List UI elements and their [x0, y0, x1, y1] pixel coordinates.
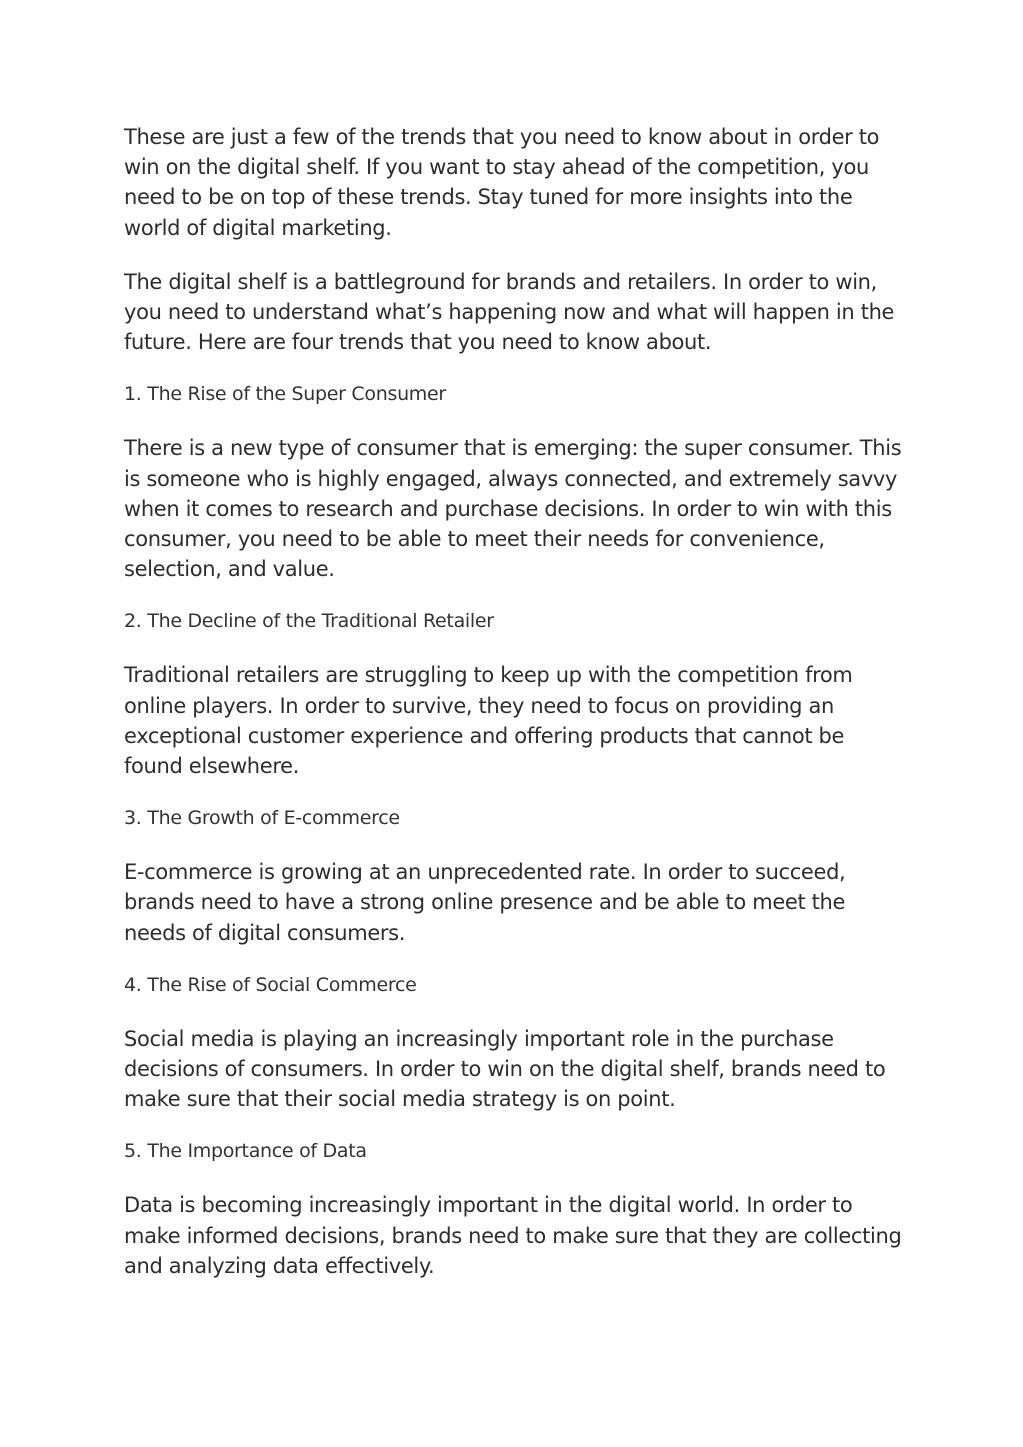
document-page	[124, 122, 904, 1305]
section-body-social-commerce: Social media is playing an increasingly important role in the purchase decisions of consumers. In order to win on the digital shelf, brands need to make sure that their social media strategy is on point.	[124, 1026, 886, 1112]
section-heading-social-commerce: 4. The Rise of Social Commerce	[124, 973, 417, 996]
section-heading-data: 5. The Importance of Data	[124, 1140, 367, 1163]
section-heading-traditional-retailer: 2. The Decline of the Traditional Retailer	[124, 610, 494, 633]
section-heading-super-consumer: 1. The Rise of the Super Consumer	[124, 383, 446, 406]
section-body-data: Data is becoming increasingly important in the digital world. In order to make informed decisions, brands need to make sure that they are collecting and analyzing data effectively.	[124, 1193, 902, 1278]
section-body-super-consumer: There is a new type of consumer that is emerging: the super consumer. This is someone who is highly engaged, always connected, and extremely savvy when it comes to research and purchase decisions. In order to win with this consumer, you need to be able to meet their needs for convenience, selection, and value.	[124, 436, 902, 582]
section-heading-ecommerce: 3. The Growth of E-commerce	[124, 807, 400, 830]
section-body-traditional-retailer: Traditional retailers are struggling to keep up with the competition from online players. In order to survive, they need to focus on providing an exceptional customer experience and offering products that cannot be found elsewhere.	[124, 663, 853, 779]
intro-paragraph-2: The digital shelf is a battleground for brands and retailers. In order to win, you need to understand what’s happening now and what will happen in the future. Here are four trends that you need to know about.	[124, 269, 895, 355]
intro-paragraph-1: These are just a few of the trends that you need to know about in order to win on the digital shelf. If you want to stay ahead of the competition, you need to be on top of these trends. Stay tuned for more insights into the world of digital marketing.	[124, 125, 880, 240]
section-body-ecommerce: E-commerce is growing at an unprecedented rate. In order to succeed, brands need to have a strong online presence and be able to meet the needs of digital consumers.	[124, 860, 846, 945]
